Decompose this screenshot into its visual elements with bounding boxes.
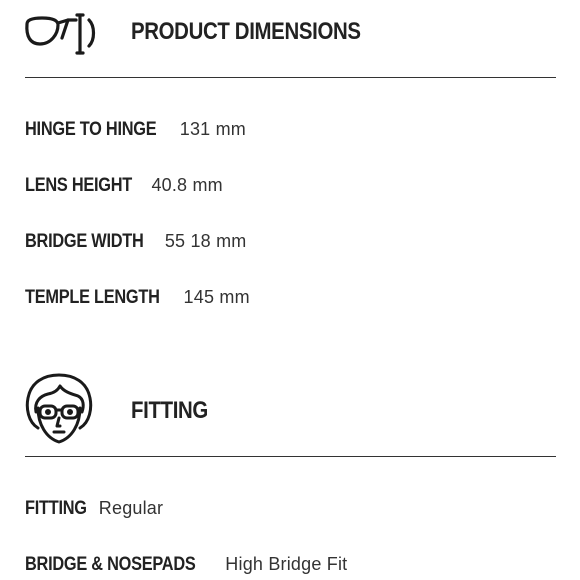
spec-value: High Bridge Fit <box>225 554 348 574</box>
section-title-product-dimensions: PRODUCT DIMENSIONS <box>131 18 361 45</box>
spec-row-bridge-nosepads <box>25 554 347 578</box>
spec-label: BRIDGE WIDTH <box>25 231 144 252</box>
spec-value: 145 mm <box>183 287 250 307</box>
spec-label: LENS HEIGHT <box>25 175 133 196</box>
spec-row-fitting <box>25 498 163 522</box>
section-title-fitting: FITTING <box>131 397 208 424</box>
face-with-glasses-icon <box>24 372 94 448</box>
spec-label: TEMPLE LENGTH <box>25 287 160 308</box>
spec-row-hinge-to-hinge <box>25 119 246 143</box>
spec-value: 40.8 mm <box>151 175 223 195</box>
spec-row-bridge-width <box>25 231 246 255</box>
section-divider <box>25 77 556 78</box>
spec-row-lens-height <box>25 175 223 199</box>
spec-value: 131 mm <box>179 119 246 139</box>
glasses-side-icon <box>24 12 100 56</box>
spec-value: Regular <box>98 498 164 518</box>
spec-row-temple-length <box>25 287 250 311</box>
spec-value: 55 18 mm <box>164 231 247 251</box>
section-divider <box>25 456 556 457</box>
spec-label: HINGE TO HINGE <box>25 119 157 140</box>
spec-label: FITTING <box>25 498 87 519</box>
spec-label: BRIDGE & NOSEPADS <box>25 554 196 575</box>
